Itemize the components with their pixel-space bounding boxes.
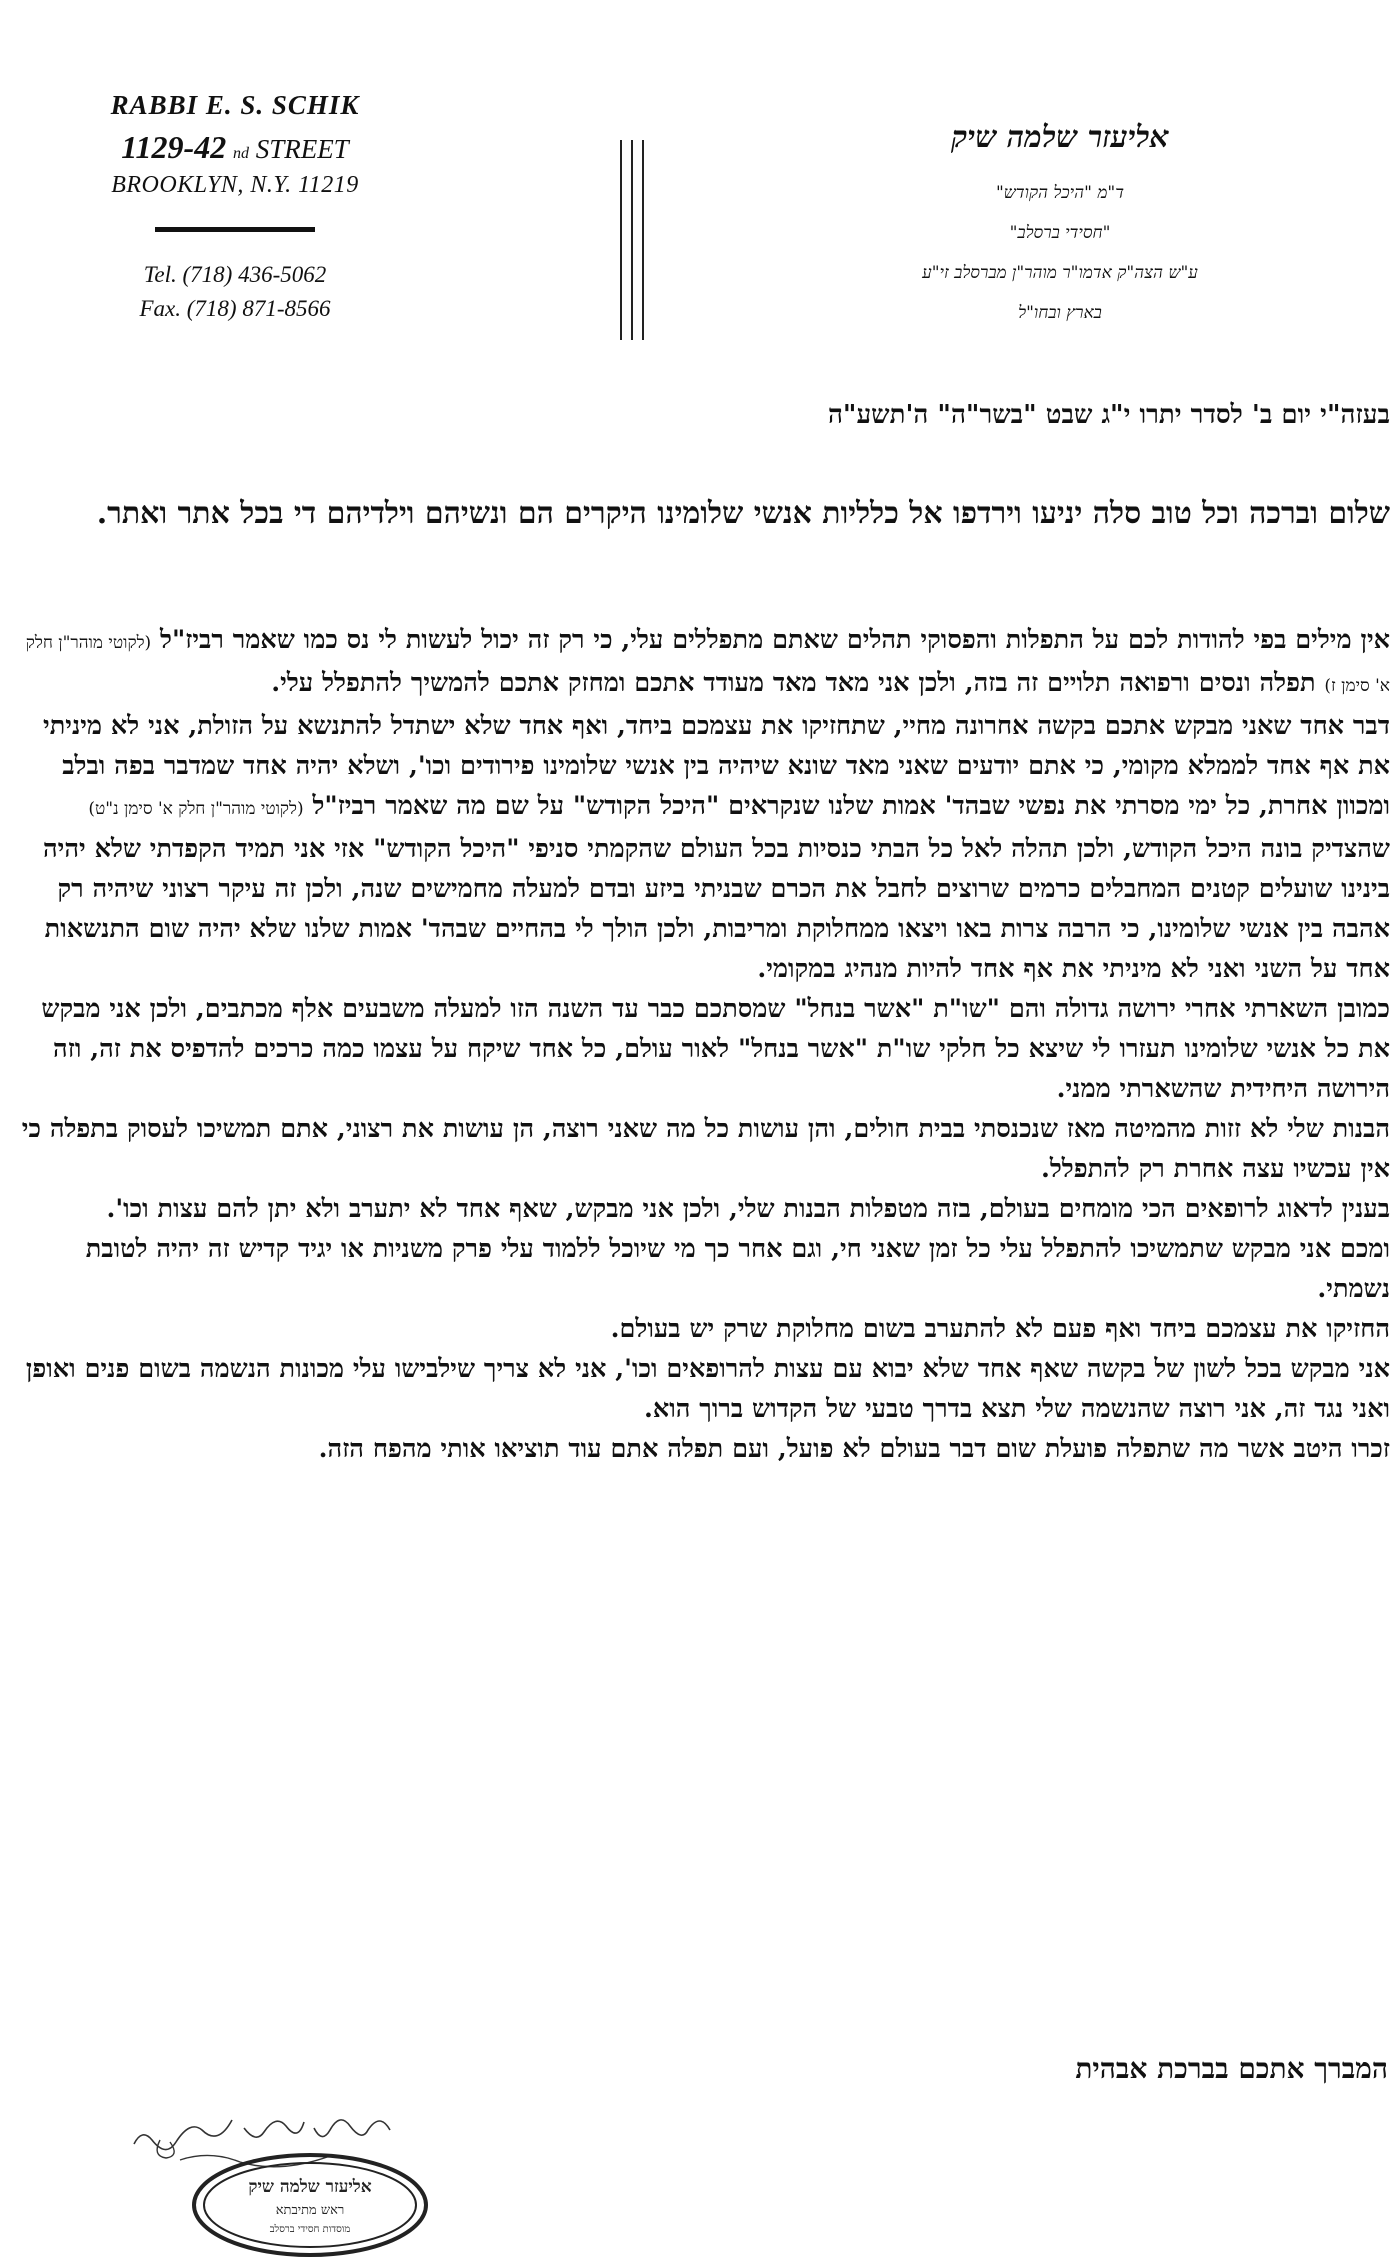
body-paragraph: זכרו היטב אשר מה שתפלה פועלת שום דבר בעולם לא פועל, ועם תפלה אתם עוד תוציאו אותי מהפח הזה. <box>318 1434 1390 1464</box>
letter-body <box>10 620 1390 1469</box>
letterhead-hebrew-name: אליעזר שלמה שיק <box>951 120 1169 155</box>
paragraph-text: אין מילים בפי להודות לכם על התפלות והפסוקי תהלים שאתם מתפללים עלי, כי רק זה יכול לעשות לי נס כמו שאמר רביז"ל <box>151 625 1390 655</box>
greeting: שלום וברכה וכל טוב סלה יניעו וירדפו אל כלליות אנשי שלומינו היקרים הם ונשיהם וילדיהם די בכל אתר ואתר. <box>96 496 1390 531</box>
letterhead-street <box>70 129 400 166</box>
paragraph-text: תפלה ונסים ורפואה תלויים זה בזה, ולכן אני מאד מאד מעודד אתכם ומחזק אתכם להמשיך להתפלל עלי. <box>271 668 1325 698</box>
letterhead-name: RABBI E. S. SCHIK <box>110 90 360 120</box>
source-reference: (לקוטי מוהר"ן חלק א' סימן ז) <box>25 633 1390 696</box>
street-name: STREET <box>255 134 349 164</box>
letterhead-divider <box>620 140 646 340</box>
body-paragraph <box>10 706 1390 989</box>
letterhead-hebrew-line: "חסידי ברסלב" <box>1009 223 1111 243</box>
letterhead-rule <box>155 227 315 232</box>
letterhead-fax: Fax. (718) 871-8566 <box>139 296 331 321</box>
letterhead-hebrew-line: ד"מ "היכל הקודש" <box>995 183 1124 203</box>
street-suffix: nd <box>232 145 249 162</box>
body-paragraph: אני מבקש בכל לשון של בקשה שאף אחד שלא יבוא עם עצות להרופאים וכו', אני לא צריך שילבישו עלי מכונות הנשמה בשום פנים ואופן ואני נגד זה, אני רוצה שהנשמה שלי תצא בדרך טבעי של הקדוש ברוך הוא. <box>25 1354 1390 1424</box>
letterhead-hebrew-line: ע"ש הצה"ק אדמו"ר מוהר"ן מברסלב זי"ע <box>922 263 1198 283</box>
rabbinic-stamp <box>190 2150 430 2260</box>
letterhead-hebrew-line: בארץ ובחו"ל <box>1018 303 1102 323</box>
date-line: בעזה"י יום ב' לסדר יתרו י"ג שבט "בשר"ה" ה'תשע"ה <box>827 400 1390 430</box>
stamp-text: ראש מתיבתא <box>275 2203 345 2218</box>
body-paragraph <box>10 620 1390 706</box>
street-number: 1129-42 <box>121 129 227 165</box>
body-paragraph: בענין לדאוג לרופאים הכי מומחים בעולם, בזה מטפלות הבנות שלי, ולכן אני מבקש, שאף אחד לא יתערב ולא יתן להם עצות וכו'. <box>106 1194 1390 1224</box>
paragraph-text: דבר אחד שאני מבקש אתכם בקשה אחרונה מחיי, שתחזיקו את עצמכם ביחד, ואף אחד שלא ישתדל להתנשא על הזולת, אני לא מיניתי את אף אחד לממלא מקומי, כי אתם יודעים שאני מאד שונא שיהיה בין אנשי שלומינו פירודים וכו', ושלא יהיה אחד שמדבר בפה ובלב ומכוון אחרת, כל ימי מסרתי את נפשי שבהד' אמות שלנו שנקראים "היכל הקודש" על שם מה שאמר רביז"ל <box>43 711 1390 821</box>
stamp-text: אליעזר שלמה שיק <box>248 2177 372 2197</box>
letterhead-city: BROOKLYN, N.Y. 11219 <box>111 172 359 198</box>
body-paragraph: החזיקו את עצמכם ביחד ואף פעם לא להתערב בשום מחלוקת שרק יש בעולם. <box>610 1314 1390 1344</box>
body-paragraph: ומכם אני מבקש שתמשיכו להתפלל עלי כל זמן שאני חי, וגם אחר כך מי שיוכל ללמוד עלי פרק משניות או יגיד קדיש זה יהיה לטובת נשמתי. <box>85 1234 1390 1304</box>
paragraph-text: שהצדיק בונה היכל הקודש, ולכן תהלה לאל כל הבתי כנסיות בכל העולם שהקמתי סניפי "היכל הקודש" אזי אני תמיד הקפדתי שלא יהיה בינינו שועלים קטנים המחבלים כרמים שרוצים לחבל את הכרם שבניתי ביזע ובדם למעלה מחמישים שנה, ולכן זה עיקר רצוני שיהיה רק אהבה בין אנשי שלומינו, כי הרבה צרות באו ויצאו ממחלוקת ומריבות, ולכן הולך לי בהחיים שבהד' אמות שלנו שלא יהיה שום התנשאות אחד על השני ואני לא מיניתי את אף אחד להיות מנהיג במקומי. <box>42 834 1390 984</box>
letterhead-hebrew <box>880 120 1240 333</box>
stamp-text: מוסדות חסידי ברסלב <box>269 2224 351 2235</box>
closing-line: המברך אתכם בברכת אבהית <box>1075 2052 1388 2085</box>
body-paragraph: הבנות שלי לא זזות מהמיטה מאז שנכנסתי בבית חולים, והן עושות כל מה שאני רוצה, הן עושות את רצוני, אתם תמשיכו לעסוק בתפלה כי אין עכשיו עצה אחרת רק להתפלל. <box>21 1114 1390 1184</box>
source-reference: (לקוטי מוהר"ן חלק א' סימן נ"ט) <box>88 799 304 819</box>
letterhead-phone: Tel. (718) 436-5062 <box>143 262 327 287</box>
body-paragraph: כמובן השארתי אחרי ירושה גדולה והם "שו"ת "אשר בנחל" שמסתכם כבר עד השנה הזו למעלה משבעים אלף מכתבים, ולכן אני מבקש את כל אנשי שלומינו תעזרו לי שיצא כל חלקי שו"ת "אשר בנחל" לאור עולם, כל אחד שיקח על עצמו כמה כרכים להדפיס את זה, וזה הירושה היחידית שהשארתי ממני. <box>41 994 1390 1104</box>
letterhead-english <box>70 90 400 326</box>
